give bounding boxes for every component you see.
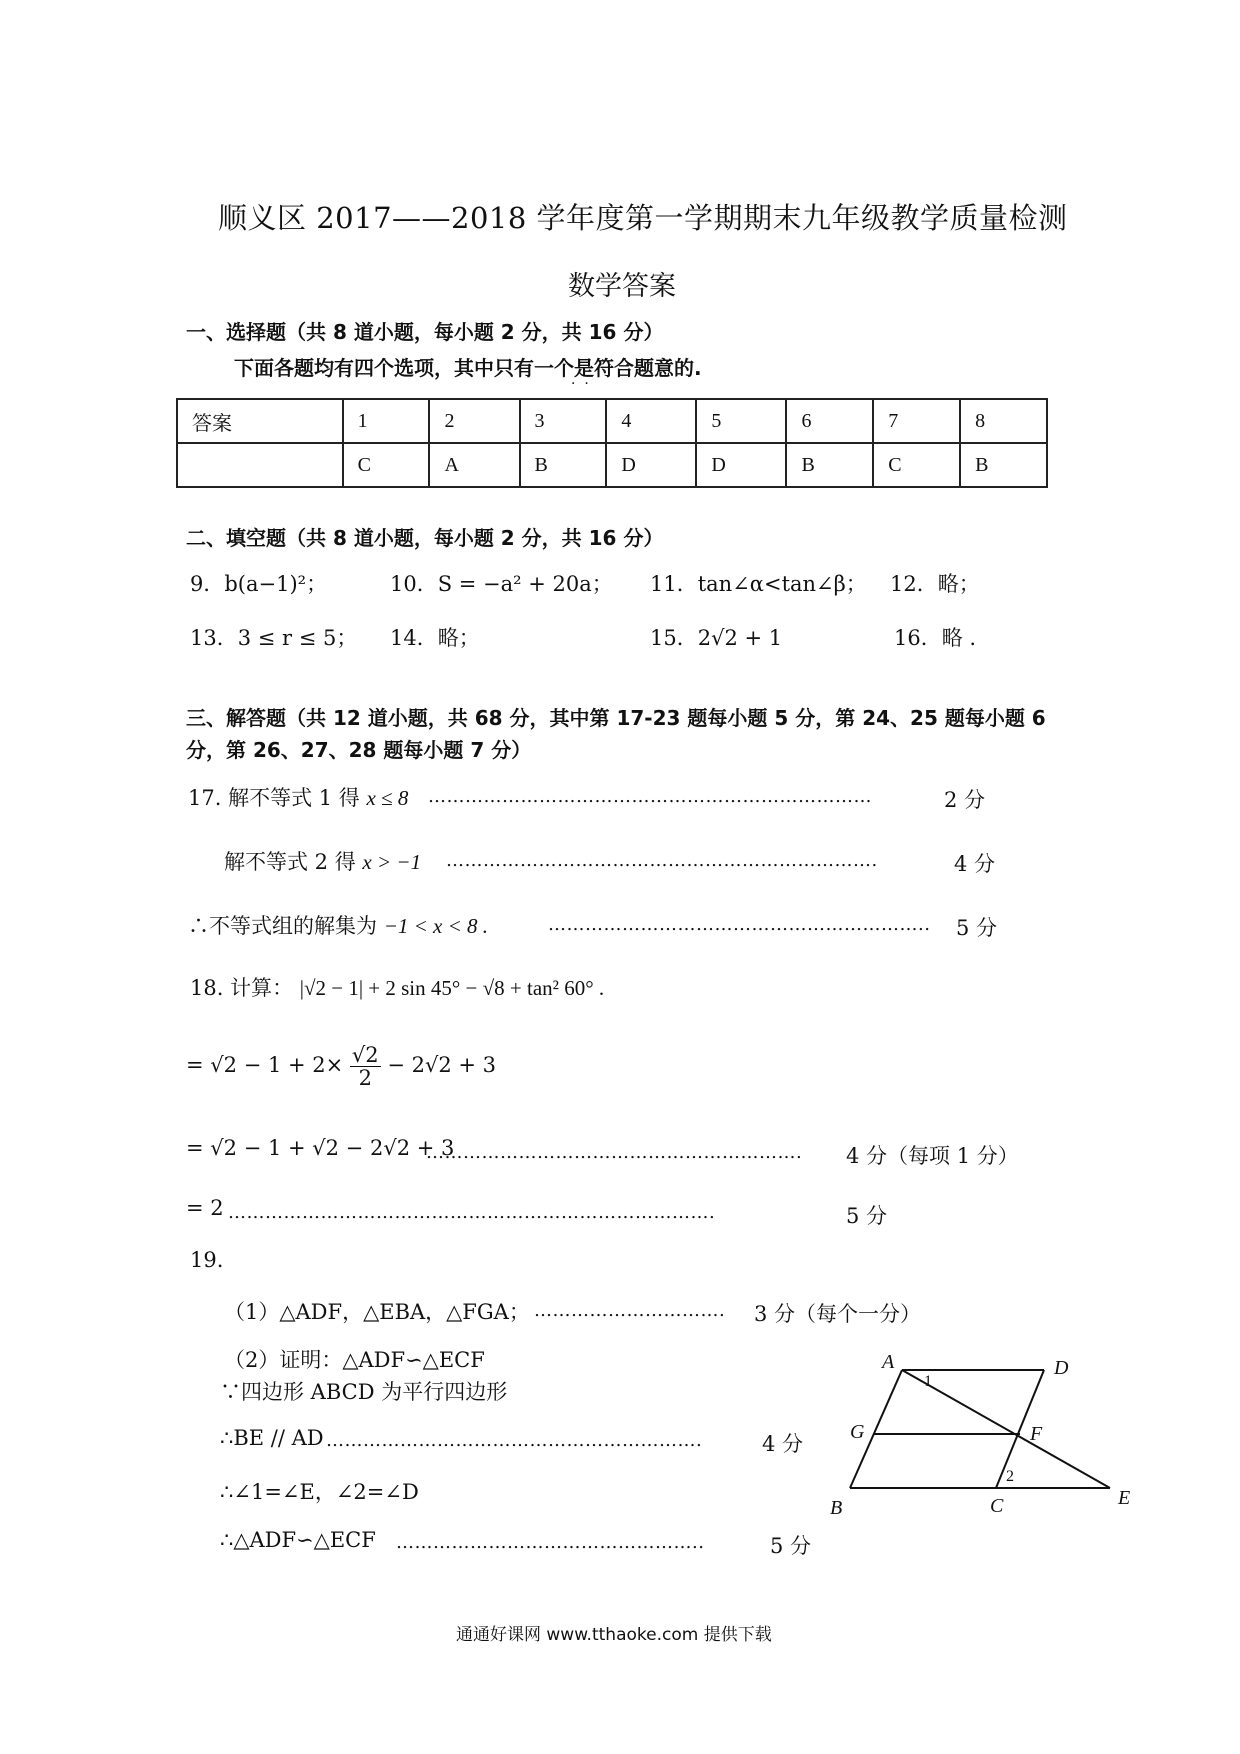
dot-leader: ……………………………………………………………………. <box>228 1202 716 1223</box>
dot-leader: ……………………………………………………………. <box>446 850 878 871</box>
q18-step3-score: 5 分 <box>846 1204 888 1228</box>
answer-q9: 9．b(a−1)²； <box>190 572 328 596</box>
q17-line1-math: x ≤ 8 <box>366 786 409 810</box>
q19-line2-score: 4 分 <box>762 1432 804 1456</box>
q19-line4-score: 5 分 <box>770 1534 812 1558</box>
table-cell: 2 <box>429 399 519 443</box>
table-cell: C <box>343 443 430 487</box>
q17-line2-text: 解不等式 2 得 <box>224 850 356 874</box>
table-cell: C <box>873 443 960 487</box>
answer-table <box>176 398 1048 488</box>
q17-line2-score: 4 分 <box>954 852 996 876</box>
fraction-numerator: √2 <box>351 1043 379 1067</box>
q18-prompt-line <box>190 972 604 1002</box>
table-cell: A <box>429 443 519 487</box>
q17-line3-math: −1 < x < 8 . <box>383 914 489 938</box>
answer-q14: 14．略； <box>390 626 480 650</box>
dot-leader: ……………………………………………………. <box>326 1430 703 1451</box>
table-cell <box>177 443 343 487</box>
q19-line1: ∵四边形 ABCD 为平行四边形 <box>220 1380 508 1404</box>
q17-line1-text: 17. 解不等式 1 得 <box>188 786 360 810</box>
parallelogram-figure <box>820 1340 1150 1520</box>
q18-prompt: 18. 计算： <box>190 976 294 1000</box>
label-b: B <box>830 1497 843 1519</box>
q19-part1: （1）△ADF，△EBA，△FGA； <box>224 1300 530 1324</box>
label-e: E <box>1118 1487 1131 1509</box>
label-c: C <box>990 1495 1004 1517</box>
section3-heading-line1: 三、解答题（共 12 道小题，共 68 分，其中第 17-23 题每小题 5 分，第 24、25 题每小题 6 <box>186 706 1046 730</box>
q18-step3: = 2 <box>186 1196 224 1220</box>
page-footer: 通通好课网 www.tthaoke.com 提供下载 <box>456 1625 772 1645</box>
q18-expression: |√2 − 1| + 2 sin 45° − √8 + tan² 60° . <box>299 976 605 1000</box>
dot-leader: ……………………………………………………………… <box>428 786 872 807</box>
table-cell: D <box>606 443 696 487</box>
table-cell: B <box>960 443 1047 487</box>
q17-line2 <box>224 846 421 876</box>
answer-q12: 12．略； <box>890 572 980 596</box>
answer-q10: 10．S = −a² + 20a； <box>390 572 613 596</box>
page-subtitle: 数学答案 <box>568 271 676 302</box>
label-g: G <box>850 1421 865 1443</box>
q18-fraction <box>350 1044 381 1089</box>
table-cell: 1 <box>343 399 430 443</box>
label-angle1: 1 <box>924 1373 932 1390</box>
answer-q13: 13．3 ≤ r ≤ 5； <box>190 626 358 650</box>
label-angle2: 2 <box>1006 1468 1014 1485</box>
q18-step1-part-a: = √2 − 1 + 2× <box>186 1053 344 1078</box>
section3-heading-line2: 分，第 26、27、28 题每小题 7 分） <box>186 738 532 762</box>
q19-part1-score: 3 分（每个一分） <box>754 1302 922 1326</box>
q19-part2-heading: （2）证明：△ADF∽△ECF <box>224 1348 485 1372</box>
table-cell: B <box>520 443 607 487</box>
answer-q16: 16．略 . <box>894 626 977 650</box>
q18-step2-score: 4 分（每项 1 分） <box>846 1144 1019 1168</box>
table-cell: D <box>696 443 786 487</box>
q18-step1-part-b: − 2√2 + 3 <box>387 1053 497 1078</box>
table-cell: B <box>786 443 873 487</box>
emphasis-dots: · · <box>571 376 589 392</box>
label-a: A <box>882 1351 895 1373</box>
q19-number: 19. <box>190 1248 224 1272</box>
label-f: F <box>1030 1423 1043 1445</box>
table-cell: 4 <box>606 399 696 443</box>
q17-line3 <box>188 910 488 940</box>
page-title: 顺义区 2017——2018 学年度第一学期期末九年级教学质量检测 <box>218 201 1068 235</box>
section1-heading: 一、选择题（共 8 道小题，每小题 2 分，共 16 分） <box>186 320 664 344</box>
dot-leader: …………………………. <box>534 1300 726 1321</box>
fraction-denominator: 2 <box>358 1066 372 1091</box>
q17-line3-score: 5 分 <box>956 916 998 940</box>
q17-line3-text: ∴不等式组的解集为 <box>188 914 377 938</box>
q19-line2: ∴BE // AD <box>220 1426 324 1450</box>
section1-note: 下面各题均有四个选项，其中只有一个是符合题意的. <box>234 356 702 380</box>
dot-leader: …………………………………………………….. <box>548 914 931 935</box>
table-cell: 7 <box>873 399 960 443</box>
q17-line1 <box>188 782 408 812</box>
table-cell: 8 <box>960 399 1047 443</box>
table-cell: 6 <box>786 399 873 443</box>
table-row <box>177 399 1047 443</box>
answer-q11: 11．tan∠α<tan∠β； <box>650 572 867 596</box>
q17-line1-score: 2 分 <box>944 788 986 812</box>
dot-leader: ……………………………………………………. <box>426 1142 803 1163</box>
section2-heading: 二、填空题（共 8 道小题，每小题 2 分，共 16 分） <box>186 526 664 550</box>
q17-line2-math: x > −1 <box>362 850 422 874</box>
table-cell: 5 <box>696 399 786 443</box>
q19-line4: ∴△ADF∽△ECF <box>220 1528 376 1552</box>
q18-step1 <box>186 1044 496 1089</box>
dot-leader: ………………………………………….. <box>396 1532 705 1553</box>
table-header-label: 答案 <box>177 399 343 443</box>
answer-q15: 15．2√2 + 1 <box>650 626 783 650</box>
q19-line3: ∴∠1=∠E，∠2=∠D <box>220 1480 419 1504</box>
label-d: D <box>1054 1357 1069 1379</box>
table-cell: 3 <box>520 399 607 443</box>
table-row <box>177 443 1047 487</box>
q18-step2: = √2 − 1 + √2 − 2√2 + 3 <box>186 1136 455 1160</box>
